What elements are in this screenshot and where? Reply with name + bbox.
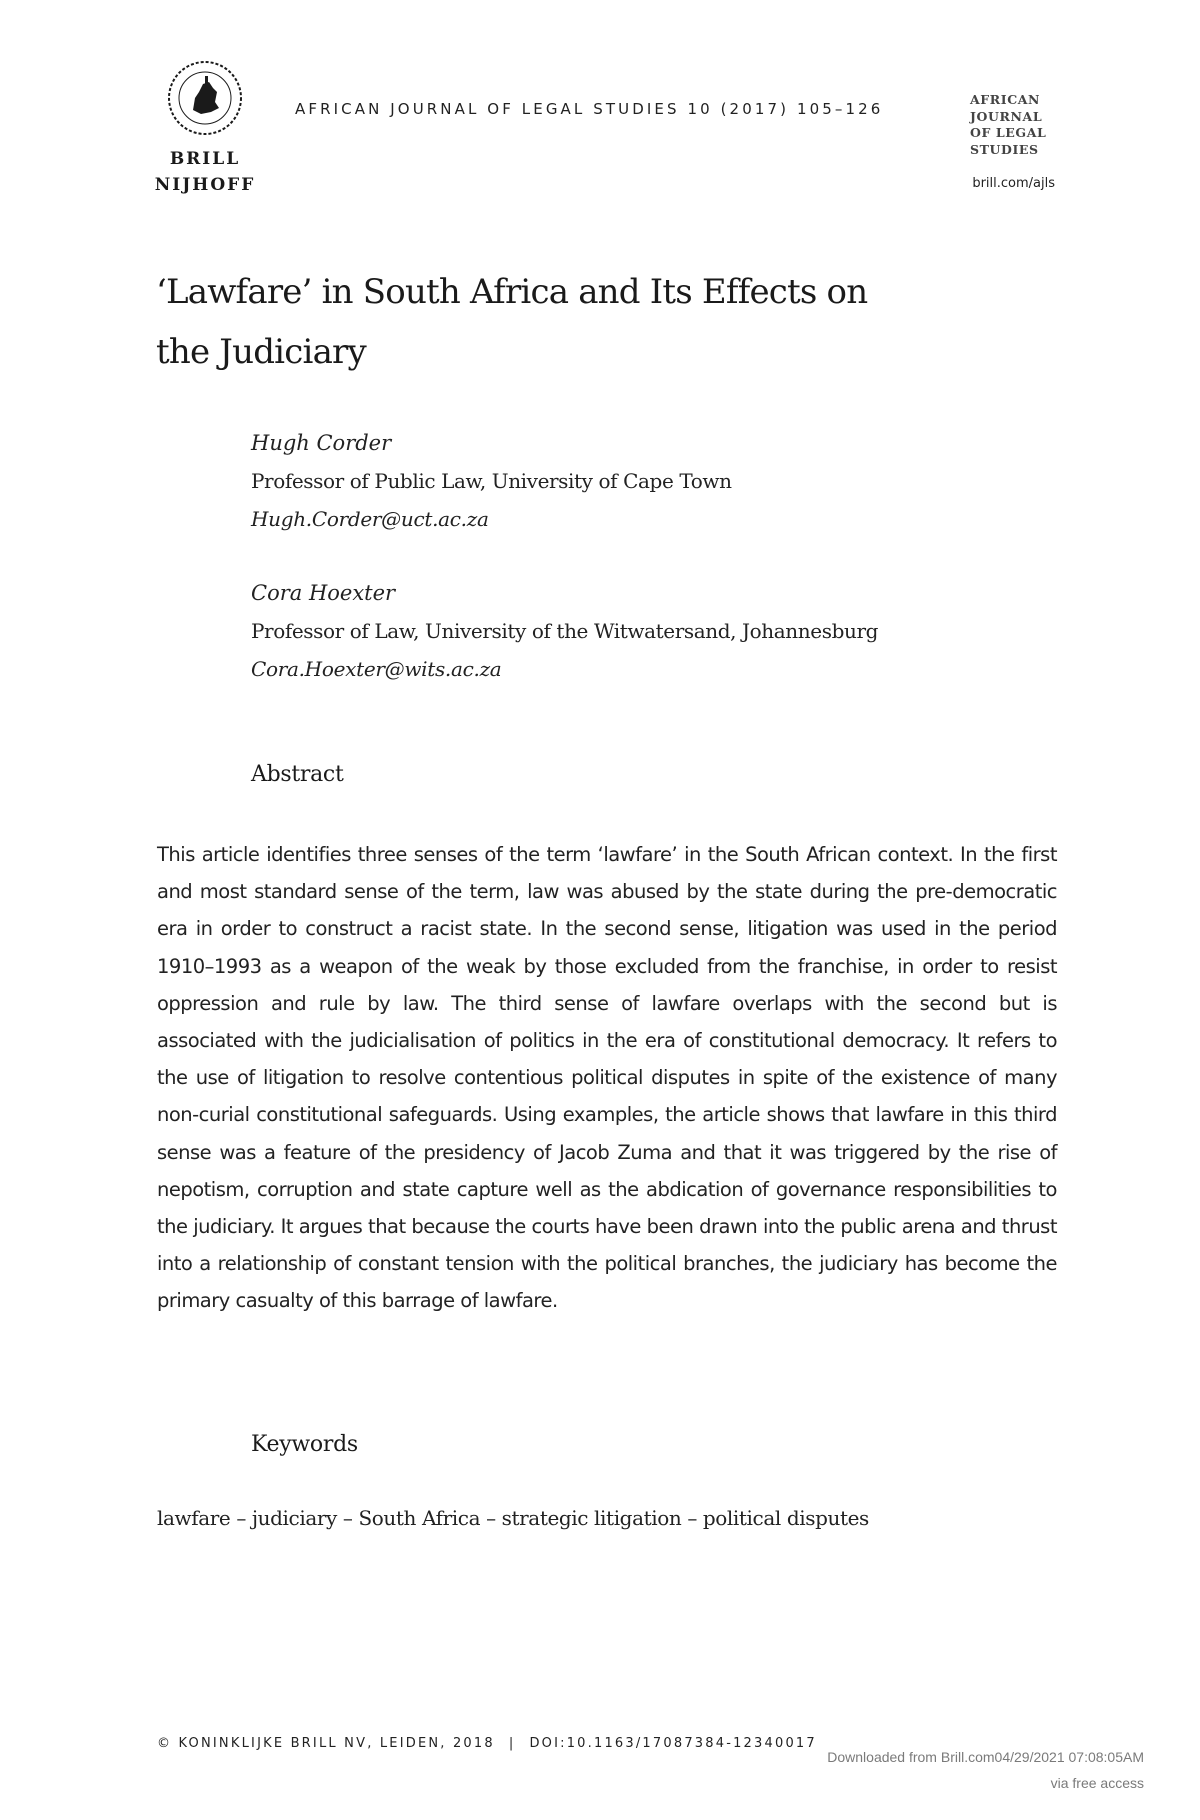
- watermark-line: via free access: [1050, 1775, 1144, 1791]
- journal-logo-line: JOURNAL: [970, 108, 1043, 124]
- author-affiliation: Professor of Public Law, University of Cape Town: [251, 469, 732, 493]
- watermark-line: Downloaded from Brill.com04/29/2021 07:08:05AM: [827, 1749, 1144, 1765]
- publisher-logo: [150, 58, 260, 198]
- abstract-body: This article identifies three senses of the term ‘lawfare’ in the South African context. In the first and most standard sense of the term, law was abused by the state during the pre-democratic era in order to construct a racist state. In the second sense, litigation was used in the period 1910–1993 as a weapon of the weak by those excluded from the franchise, in order to resist oppression and rule by law. The third sense of lawfare overlaps with the second but is associated with the judicialisation of politics in the era of constitutional democracy. It refers to the use of litigation to resolve contentious political disputes in spite of the existence of many non-curial constitutional safeguards. Using examples, the article shows that lawfare in this third sense was a feature of the presidency of Jacob Zuma and that it was triggered by the rise of nepotism, corruption and state capture well as the abdication of governance responsibilities to the judiciary. It argues that because the courts have been drawn into the public arena and thrust into a relationship of constant tension with the political branches, the judiciary has become the primary casualty of this barrage of lawfare.: [157, 843, 1057, 1313]
- author-block: [251, 574, 1051, 688]
- keywords-list: lawfare – judiciary – South Africa – strategic litigation – political disputes: [157, 1506, 869, 1530]
- abstract-heading: Abstract: [251, 762, 344, 787]
- article-title-line: ‘Lawfare’ in South Africa and Its Effects on: [156, 272, 868, 312]
- running-header: AFRICAN JOURNAL OF LEGAL STUDIES 10 (2017) 105–126: [295, 100, 884, 118]
- journal-url[interactable]: brill.com/ajls: [972, 176, 1055, 191]
- article-title: [156, 262, 956, 382]
- publisher-seal-icon: [165, 58, 245, 138]
- article-title-line: the Judiciary: [156, 332, 366, 372]
- author-name: Cora Hoexter: [251, 581, 396, 605]
- publisher-name-brill: BRILL: [169, 149, 241, 169]
- footer: [157, 1736, 817, 1751]
- footer-separator: |: [508, 1736, 516, 1751]
- doi[interactable]: DOI:10.1163/17087384-12340017: [529, 1736, 817, 1751]
- author-email[interactable]: Cora.Hoexter@wits.ac.za: [251, 657, 502, 681]
- keywords-heading: Keywords: [251, 1432, 358, 1457]
- journal-logo-line: AFRICAN: [970, 92, 1041, 107]
- journal-logo-line: STUDIES: [970, 141, 1039, 157]
- download-watermark: [827, 1744, 1144, 1796]
- author-block: [251, 424, 1051, 538]
- journal-logo-line: OF LEGAL: [970, 125, 1047, 140]
- copyright-notice: © KONINKLIJKE BRILL NV, LEIDEN, 2018: [157, 1736, 495, 1751]
- author-email[interactable]: Hugh.Corder@uct.ac.za: [251, 507, 489, 531]
- author-name: Hugh Corder: [251, 431, 392, 455]
- publisher-name-nijhoff: NIJHOFF: [154, 175, 256, 195]
- author-affiliation: Professor of Law, University of the Witwatersand, Johannesburg: [251, 619, 879, 643]
- journal-logo: [970, 92, 1090, 158]
